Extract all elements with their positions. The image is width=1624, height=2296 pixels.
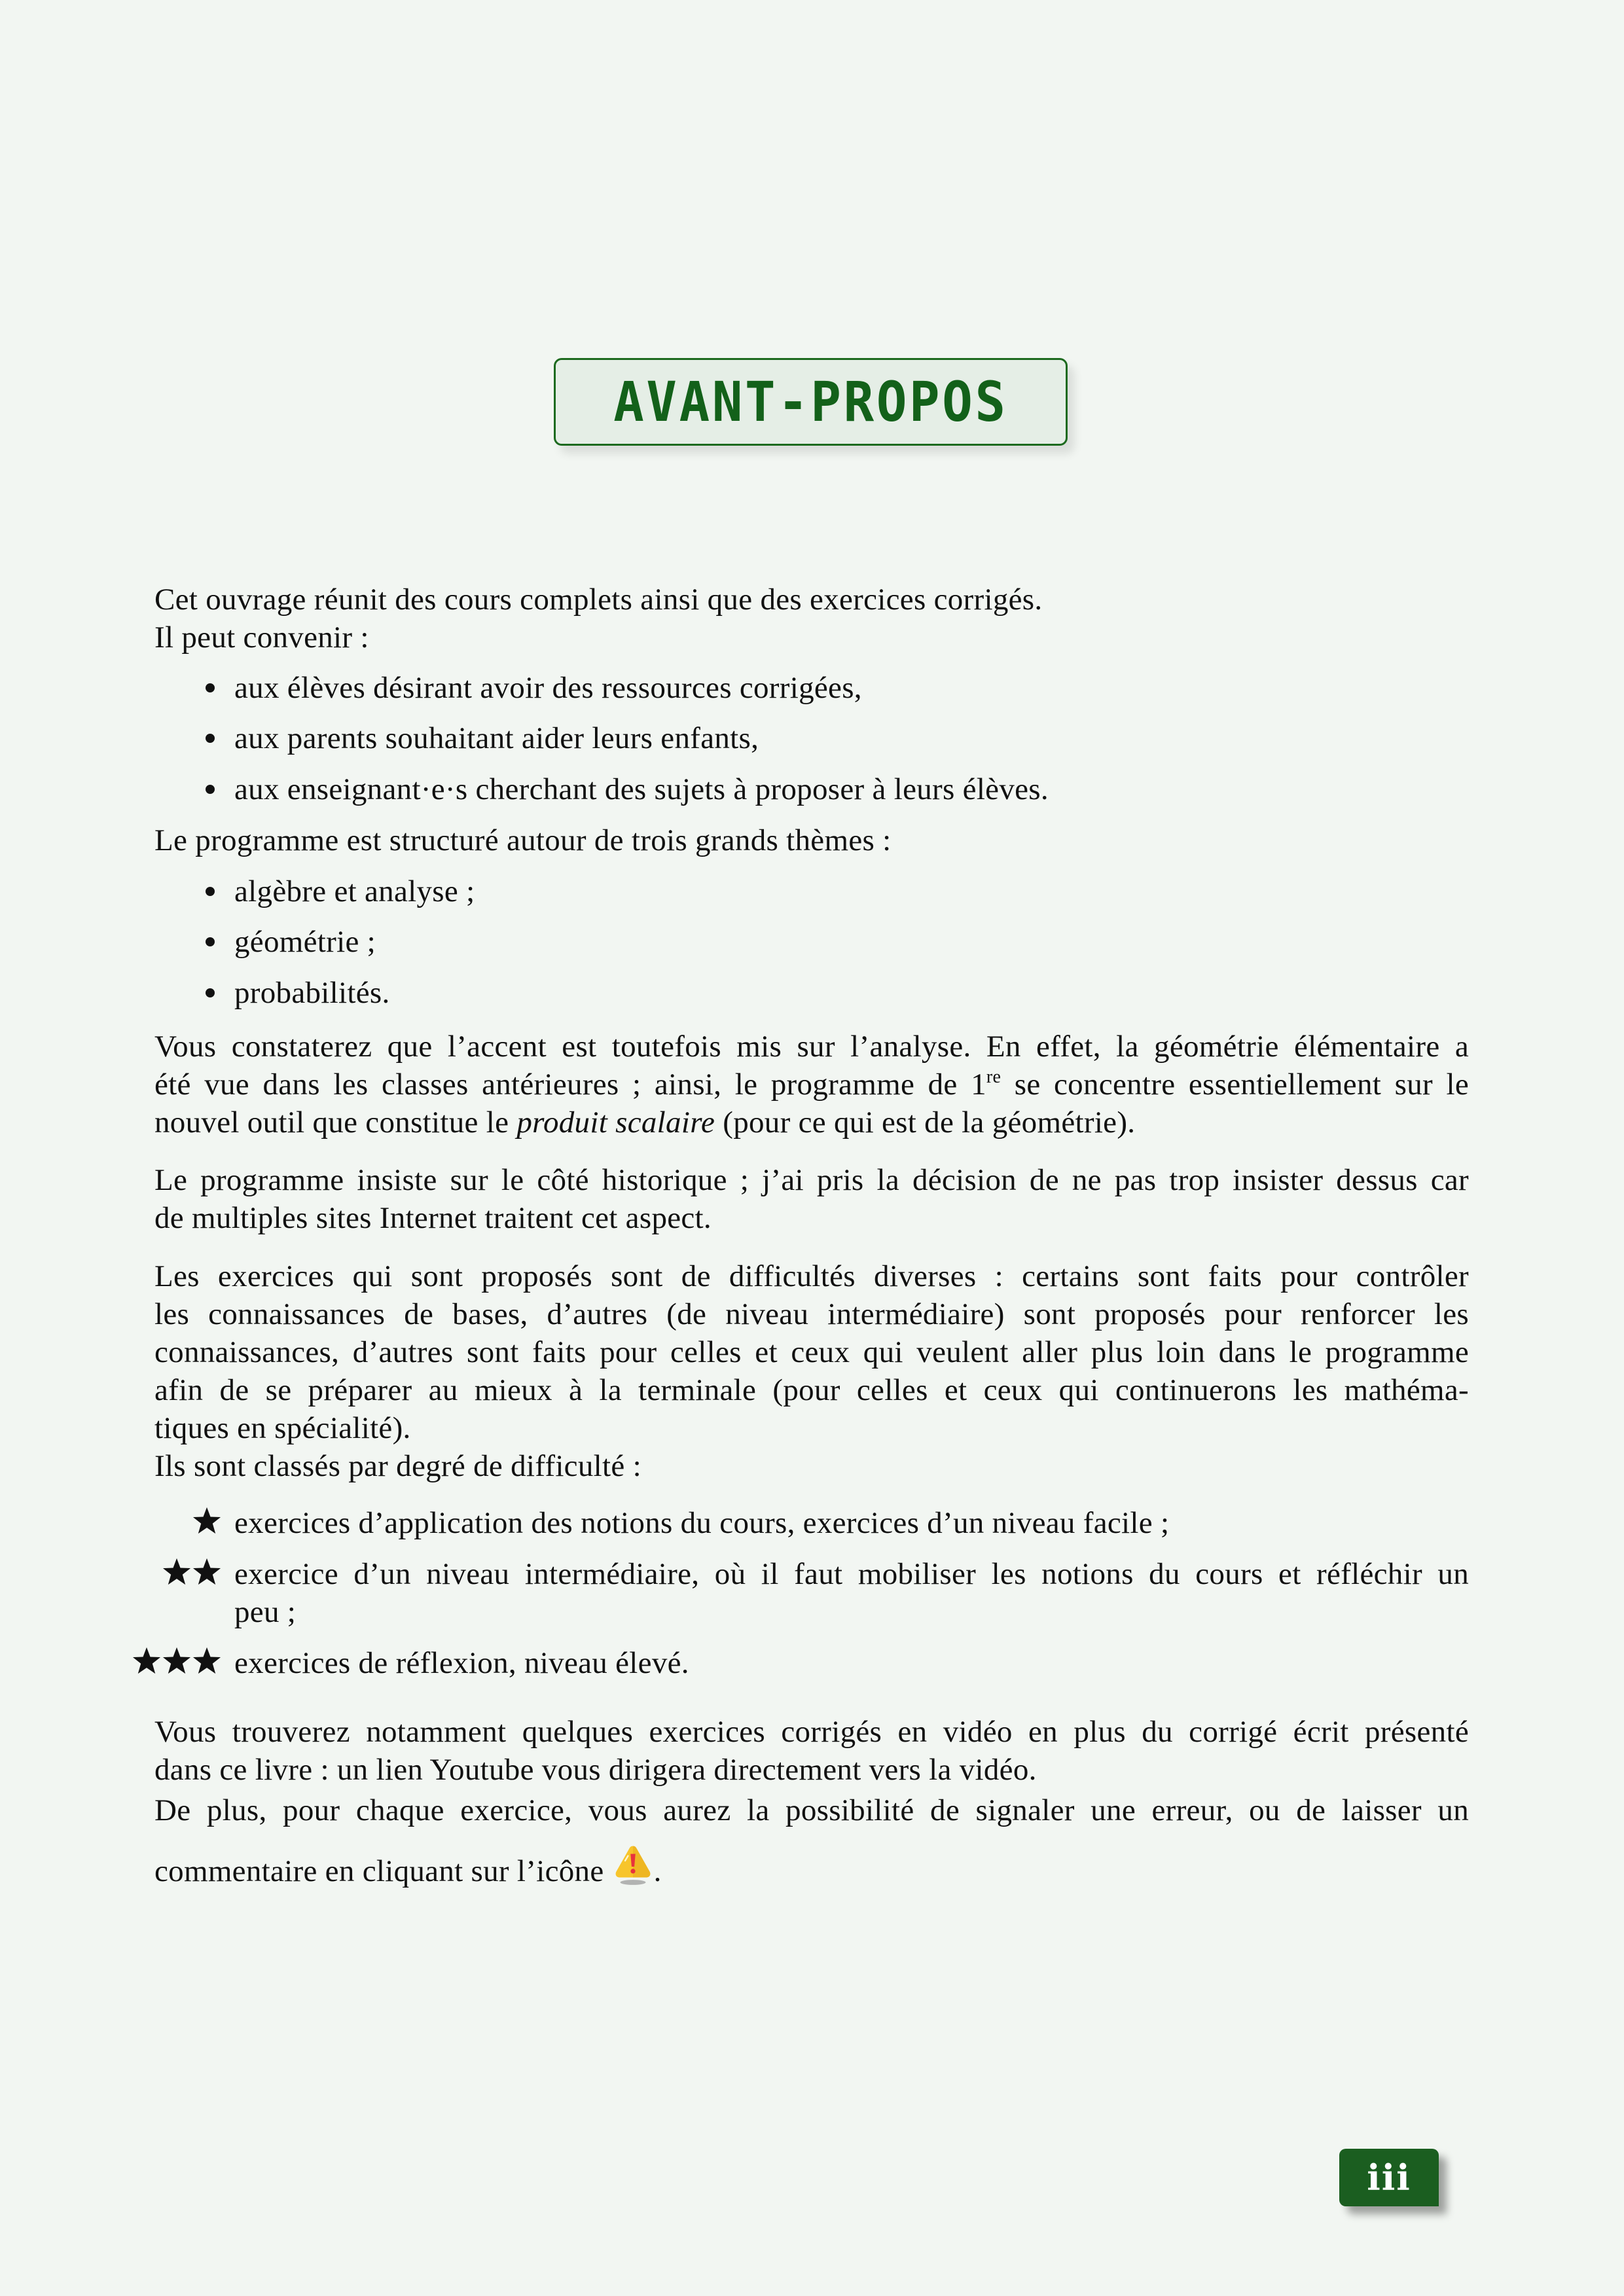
difficulty-3-stars — [124, 1646, 221, 1675]
difficulty-2-stars — [154, 1557, 221, 1586]
list-item: aux élèves désirant avoir des ressources corrigées, — [234, 671, 862, 705]
paragraph-line — [154, 1103, 1469, 1141]
emphasis-term: produit scalaire — [516, 1105, 715, 1139]
text-segment: été vue dans les classes antérieures ; ainsi, le programme de 1 — [154, 1067, 986, 1102]
star-icon — [192, 1646, 221, 1675]
bullet-icon — [206, 734, 215, 743]
paragraph-line: connaissances, d’autres sont faits pour celles et ceux qui veulent aller plus loin dans le programme — [154, 1335, 1469, 1369]
bullet-icon — [206, 785, 215, 794]
paragraph-line: De plus, pour chaque exercice, vous aurez la possibilité de signaler une erreur, ou de laisser un — [154, 1793, 1469, 1827]
difficulty-2-text: exercice d’un niveau intermédiaire, où il faut mobiliser les notions du cours et réfléchir un — [234, 1557, 1469, 1591]
page-number-badge — [1339, 2149, 1439, 2206]
paragraph-line — [154, 1843, 1469, 1890]
superscript: re — [986, 1067, 1001, 1087]
page-title-box — [554, 358, 1068, 446]
page-number: iii — [1367, 2157, 1411, 2198]
difficulty-3-text: exercices de réflexion, niveau élevé. — [234, 1646, 689, 1680]
page-title: AVANT-PROPOS — [613, 370, 1008, 434]
intro-line-1: Cet ouvrage réunit des cours complets ainsi que des exercices corrigés. — [154, 583, 1043, 617]
paragraph-line: Le programme insiste sur le côté historique ; j’ai pris la décision de ne pas trop insister dessus car — [154, 1163, 1469, 1197]
star-icon — [162, 1646, 191, 1675]
text-segment: nouvel outil que constitue le — [154, 1105, 517, 1139]
difficulty-1-stars — [186, 1506, 221, 1535]
warning-icon[interactable] — [613, 1843, 653, 1886]
paragraph-line — [154, 1066, 1469, 1103]
paragraph-line: Ils sont classés par degré de difficulté : — [154, 1449, 641, 1483]
list-item: probabilités. — [234, 976, 390, 1010]
themes-intro: Le programme est structuré autour de trois grands thèmes : — [154, 823, 892, 857]
bullet-icon — [206, 937, 215, 946]
star-icon — [192, 1506, 221, 1535]
text-segment: (pour ce qui est de la géométrie). — [715, 1105, 1136, 1139]
bullet-icon — [206, 988, 215, 997]
star-icon — [192, 1557, 221, 1586]
paragraph-line: de multiples sites Internet traitent cet aspect. — [154, 1201, 712, 1235]
text-segment: . — [653, 1854, 662, 1888]
paragraph-line: Les exercices qui sont proposés sont de difficultés diverses : certains sont faits pour contrôler — [154, 1259, 1469, 1293]
list-item: aux enseignant·e·s cherchant des sujets à proposer à leurs élèves. — [234, 772, 1049, 806]
list-item: algèbre et analyse ; — [234, 874, 475, 908]
bullet-icon — [206, 887, 215, 896]
list-item: géométrie ; — [234, 925, 376, 959]
paragraph-line: Vous constaterez que l’accent est toutefois mis sur l’analyse. En effet, la géométrie élémentaire a — [154, 1030, 1469, 1064]
text-segment: commentaire en cliquant sur l’icône — [154, 1854, 612, 1888]
star-icon — [132, 1646, 161, 1675]
paragraph-line: Vous trouverez notamment quelques exercices corrigés en vidéo en plus du corrigé écrit présenté — [154, 1715, 1469, 1749]
difficulty-1-text: exercices d’application des notions du cours, exercices d’un niveau facile ; — [234, 1506, 1170, 1540]
difficulty-2-text-cont: peu ; — [234, 1595, 297, 1629]
paragraph-line: les connaissances de bases, d’autres (de niveau intermédiaire) sont proposés pour renforcer les — [154, 1297, 1469, 1331]
bullet-icon — [206, 683, 215, 692]
intro-line-2: Il peut convenir : — [154, 620, 369, 655]
paragraph-line: tiques en spécialité). — [154, 1411, 411, 1445]
star-icon — [162, 1557, 191, 1586]
paragraph-line: dans ce livre : un lien Youtube vous dirigera directement vers la vidéo. — [154, 1753, 1037, 1787]
paragraph-line: afin de se préparer au mieux à la terminale (pour celles et ceux qui continuerons les mathéma- — [154, 1373, 1469, 1407]
text-segment: se concentre essentiellement sur le — [1001, 1067, 1470, 1102]
list-item: aux parents souhaitant aider leurs enfants, — [234, 721, 759, 755]
